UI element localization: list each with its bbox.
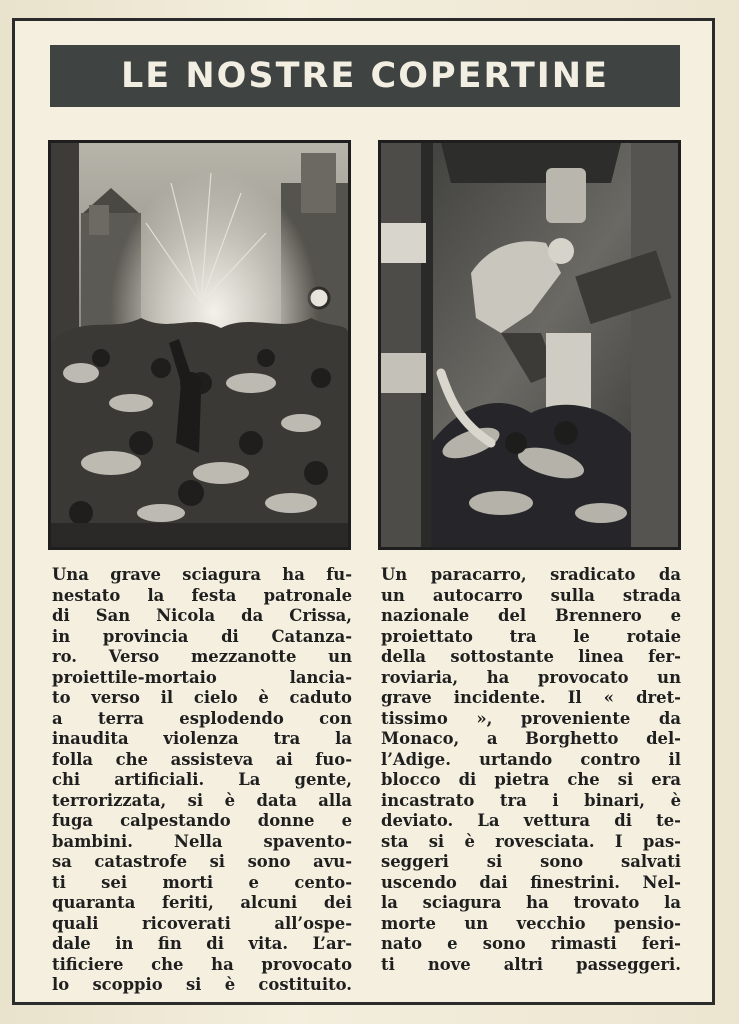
caption-line: di San Nicola da Crissa, — [52, 606, 352, 625]
caption-line: inaudita violenza tra la — [52, 729, 352, 748]
caption-line: proiettile-mortaio lancia- — [52, 667, 352, 687]
caption-line: la sciagura ha trovato la — [381, 893, 681, 912]
caption-line: tissimo », proveniente da — [381, 708, 681, 728]
caption-line: proiettato tra le rotaie — [381, 626, 681, 646]
caption-line: sta si è rovesciata. I pas- — [381, 831, 681, 851]
left-caption — [52, 565, 352, 996]
caption-line: fuga calpestando donne e — [52, 811, 352, 830]
caption-line: Un paracarro, sradicato da — [381, 565, 681, 584]
train-derailment-illustration — [378, 140, 681, 550]
caption-line: blocco di pietra che si era — [381, 770, 681, 789]
caption-line: della sottostante linea fer- — [381, 647, 681, 666]
caption-line: chi artificiali. La gente, — [52, 770, 352, 789]
caption-line: sa catastrofe si sono avu- — [52, 852, 352, 871]
caption-line: incastrato tra i binari, è — [381, 790, 681, 810]
caption-line: Una grave sciagura ha fu- — [52, 565, 352, 584]
right-caption — [381, 565, 681, 975]
caption-line: to verso il cielo è caduto — [52, 688, 352, 707]
caption-line: morte un vecchio pensio- — [381, 913, 681, 933]
caption-line: roviaria, ha provocato un — [381, 667, 681, 687]
caption-line: deviato. La vettura di te- — [381, 811, 681, 830]
caption-line: seggeri si sono salvati — [381, 852, 681, 871]
caption-line: terrorizzata, si è data alla — [52, 790, 352, 810]
caption-line: quaranta feriti, alcuni dei — [52, 893, 352, 912]
crowd-explosion-icon — [51, 143, 348, 547]
caption-line: un autocarro sulla strada — [381, 585, 681, 605]
caption-line: in provincia di Catanza- — [52, 626, 352, 646]
caption-line: tificiere che ha provocato — [52, 954, 352, 974]
train-derailment-icon — [381, 143, 678, 547]
caption-line: uscendo dai finestrini. Nel- — [381, 872, 681, 892]
caption-line: nazionale del Brennero e — [381, 606, 681, 625]
caption-line: ti nove altri passeggeri. — [381, 954, 681, 974]
caption-line: ro. Verso mezzanotte un — [52, 647, 352, 666]
page-title: LE NOSTRE COPERTINE — [50, 45, 680, 107]
caption-line: folla che assisteva ai fuo- — [52, 749, 352, 769]
caption-line: l’Adige. urtando contro il — [381, 749, 681, 769]
crowd-explosion-illustration — [48, 140, 351, 550]
caption-line: Monaco, a Borghetto del- — [381, 729, 681, 748]
caption-line: a terra esplodendo con — [52, 708, 352, 728]
caption-line: ti sei morti e cento- — [52, 872, 352, 892]
caption-line: nato e sono rimasti feri- — [381, 934, 681, 953]
caption-line: bambini. Nella spavento- — [52, 831, 352, 851]
caption-line: quali ricoverati all’ospe- — [52, 913, 352, 933]
caption-line: lo scoppio si è costituito. — [52, 975, 352, 994]
caption-line: grave incidente. Il « dret- — [381, 688, 681, 707]
caption-line: nestato la festa patronale — [52, 585, 352, 605]
caption-line: dale in fin di vita. L’ar- — [52, 934, 352, 953]
